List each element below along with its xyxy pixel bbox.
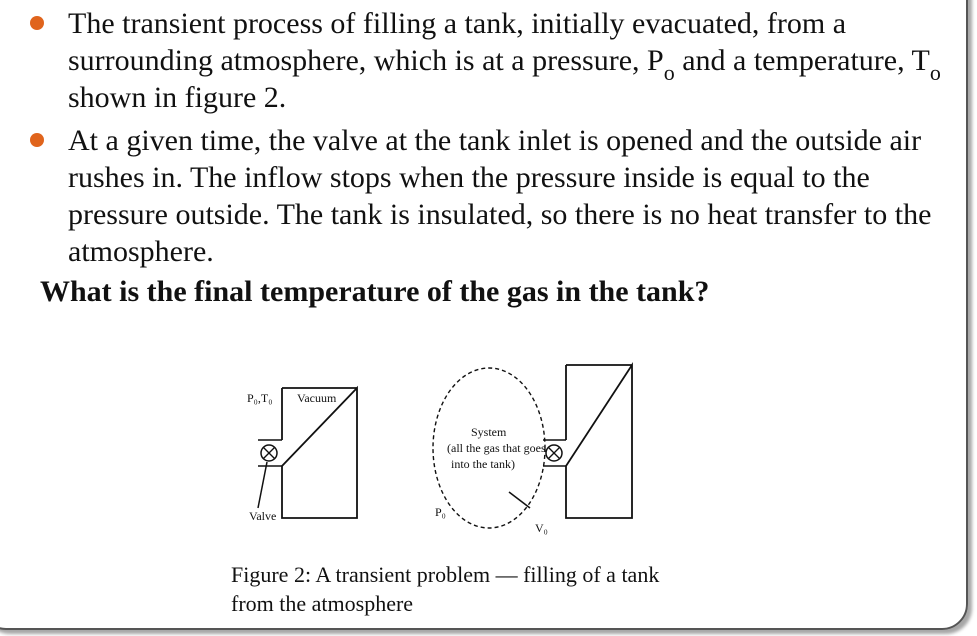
valve-pointer xyxy=(258,462,267,508)
label-valve: Valve xyxy=(249,509,277,523)
label-p0-t0: P₀,T₀ xyxy=(247,391,273,405)
label-system-desc-1: (all the gas that goes xyxy=(447,441,546,455)
label-p0: P₀ xyxy=(435,505,446,519)
bullet-text-2: At a given time, the valve at the tank inlet is opened and the outside air rushes in. The inflow stops when the pressure inside is equal to the pressure outside. The tank is insulated, so there is no heat transfer to the atmosphere. xyxy=(68,124,932,268)
bullet-text-1: The transient process of filling a tank, initially evacuated, from a surrounding atmosphere, which is at a pressure, $P_o$ and a temperature, $T_o$ shown in figure 2. xyxy=(68,7,941,114)
label-system-desc-2: into the tank) xyxy=(451,457,515,471)
bullet-dot xyxy=(30,133,44,147)
figure-caption: Figure 2: A transient problem — filling of a tank from the atmosphere xyxy=(231,562,660,616)
left-tank-outline xyxy=(282,388,357,518)
bullet-dot xyxy=(30,16,44,30)
left-valve-icon xyxy=(261,445,277,461)
question-heading: What is the final temperature of the gas in the tank? xyxy=(40,275,710,308)
tank-diagram xyxy=(225,350,645,535)
label-system: System xyxy=(471,425,507,439)
right-valve-icon xyxy=(546,445,562,461)
label-vacuum: Vacuum xyxy=(297,391,337,405)
v0-pointer xyxy=(509,492,530,508)
right-tank-outline xyxy=(566,365,632,518)
label-v0: V₀ xyxy=(535,521,548,535)
figure-diagram xyxy=(225,350,645,535)
